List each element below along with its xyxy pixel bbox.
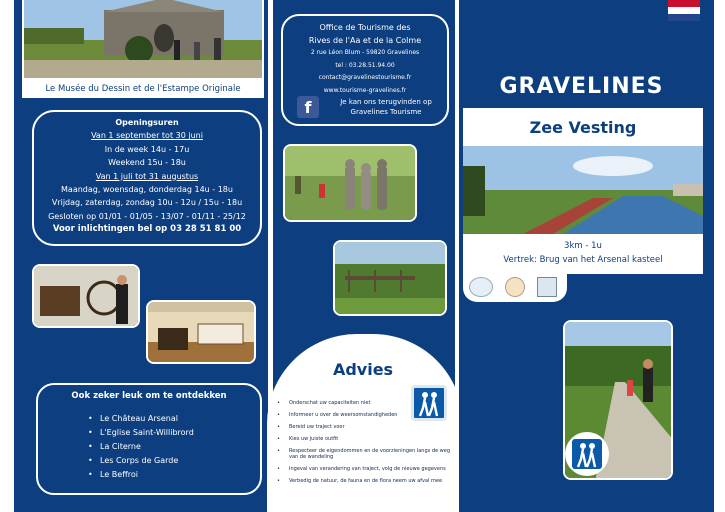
office-web[interactable]: www.tourisme-gravelines.fr [323,86,407,94]
partner-logo [537,277,557,297]
bridge-photo [333,240,447,316]
list-item: • Onderschat uw capaciteiten niet [277,400,403,406]
opening-summer1: Maandag, woensdag, donderdag 14u - 18u [61,185,233,195]
list-item: • Le Château Arsenal [88,412,194,426]
opening-period1: Van 1 september tot 30 juni [91,131,203,141]
middle-panel [273,0,455,512]
facebook-line1: Je kan ons terugvinden op [340,98,432,106]
museum-caption: Le Musée du Dessin et de l'Estampe Originale [22,80,264,98]
opening-weekdays: In de week 14u - 17u [104,144,190,154]
route-start: Vertrek: Brug van het Arsenal kasteel [503,255,663,265]
list-item: • Respecteer de eigendommen en de voorzieningen langs de weg van de wandeling [277,448,453,460]
office-line2: Rives de l'Aa et de la Colme [308,35,422,45]
advies-title: Advies [332,360,394,379]
list-item: • La Citerne [88,440,194,454]
facebook-text [325,97,447,117]
advies-list [277,400,453,484]
discover-title: Ook zeker leuk om te ontdekken [71,391,227,401]
exhibition-photo [146,300,256,364]
office-logo [469,277,493,297]
opening-period2: Van 1 juli tot 31 augustus [95,171,199,181]
facebook-icon[interactable]: f [297,96,319,118]
right-panel [459,0,714,512]
list-item: • Verbedig de natuur, de fauna en de flora neem uw afval mee [277,478,453,484]
facebook-line2: Gravelines Tourisme [350,108,422,116]
opening-title: Openingsuren [115,118,179,127]
list-item: • Kies uw juiste outfit [277,436,453,442]
list-item: • Ingeval van verandering van traject, volg de nieuwe gegevens [277,466,453,472]
office-line1: Office de Tourisme des [319,23,411,32]
city-title: GRAVELINES [499,74,664,99]
opening-closed: Gesloten op 01/01 - 01/05 - 13/07 - 01/11 - 25/12 [48,211,246,221]
opening-info: Voor inlichtingen bel op 03 28 51 81 00 [52,224,242,235]
list-item: • L'Eglise Saint-Willibrord [88,426,194,440]
office-email[interactable]: contact@gravelinestourisme.fr [318,74,412,81]
opening-hours [32,116,262,237]
opening-summer2: Vrijdag, zaterdag, zondag 10u - 12u / 15u - 18u [51,198,243,208]
left-panel [14,0,268,512]
route-info-box [463,234,703,274]
canal-photo [463,146,703,234]
office-info [281,22,449,97]
hiker-sign-icon [565,432,609,476]
city-crest-logo [505,277,525,297]
opening-weekend: Weekend 15u - 18u [108,158,186,168]
office-tel: tel : 03.28.51.94.00 [335,61,395,69]
list-item: • Le Beffroi [88,468,194,482]
list-item: • Informeer u over de weersomstandigheden [277,412,403,418]
subtitle: Zee Vesting [463,108,703,148]
museum-photo [22,0,264,80]
route-distance: 3km - 1u [564,241,602,251]
discover-list [88,412,194,482]
list-item: • Les Corps de Garde [88,454,194,468]
statues-photo [283,144,417,222]
office-address: 2 rue Léon Blum - 59820 Gravelines [310,49,420,56]
workshop-photo [32,264,140,328]
list-item: • Bereid uw traject voor [277,424,403,430]
dutch-flag-icon[interactable] [668,0,700,21]
